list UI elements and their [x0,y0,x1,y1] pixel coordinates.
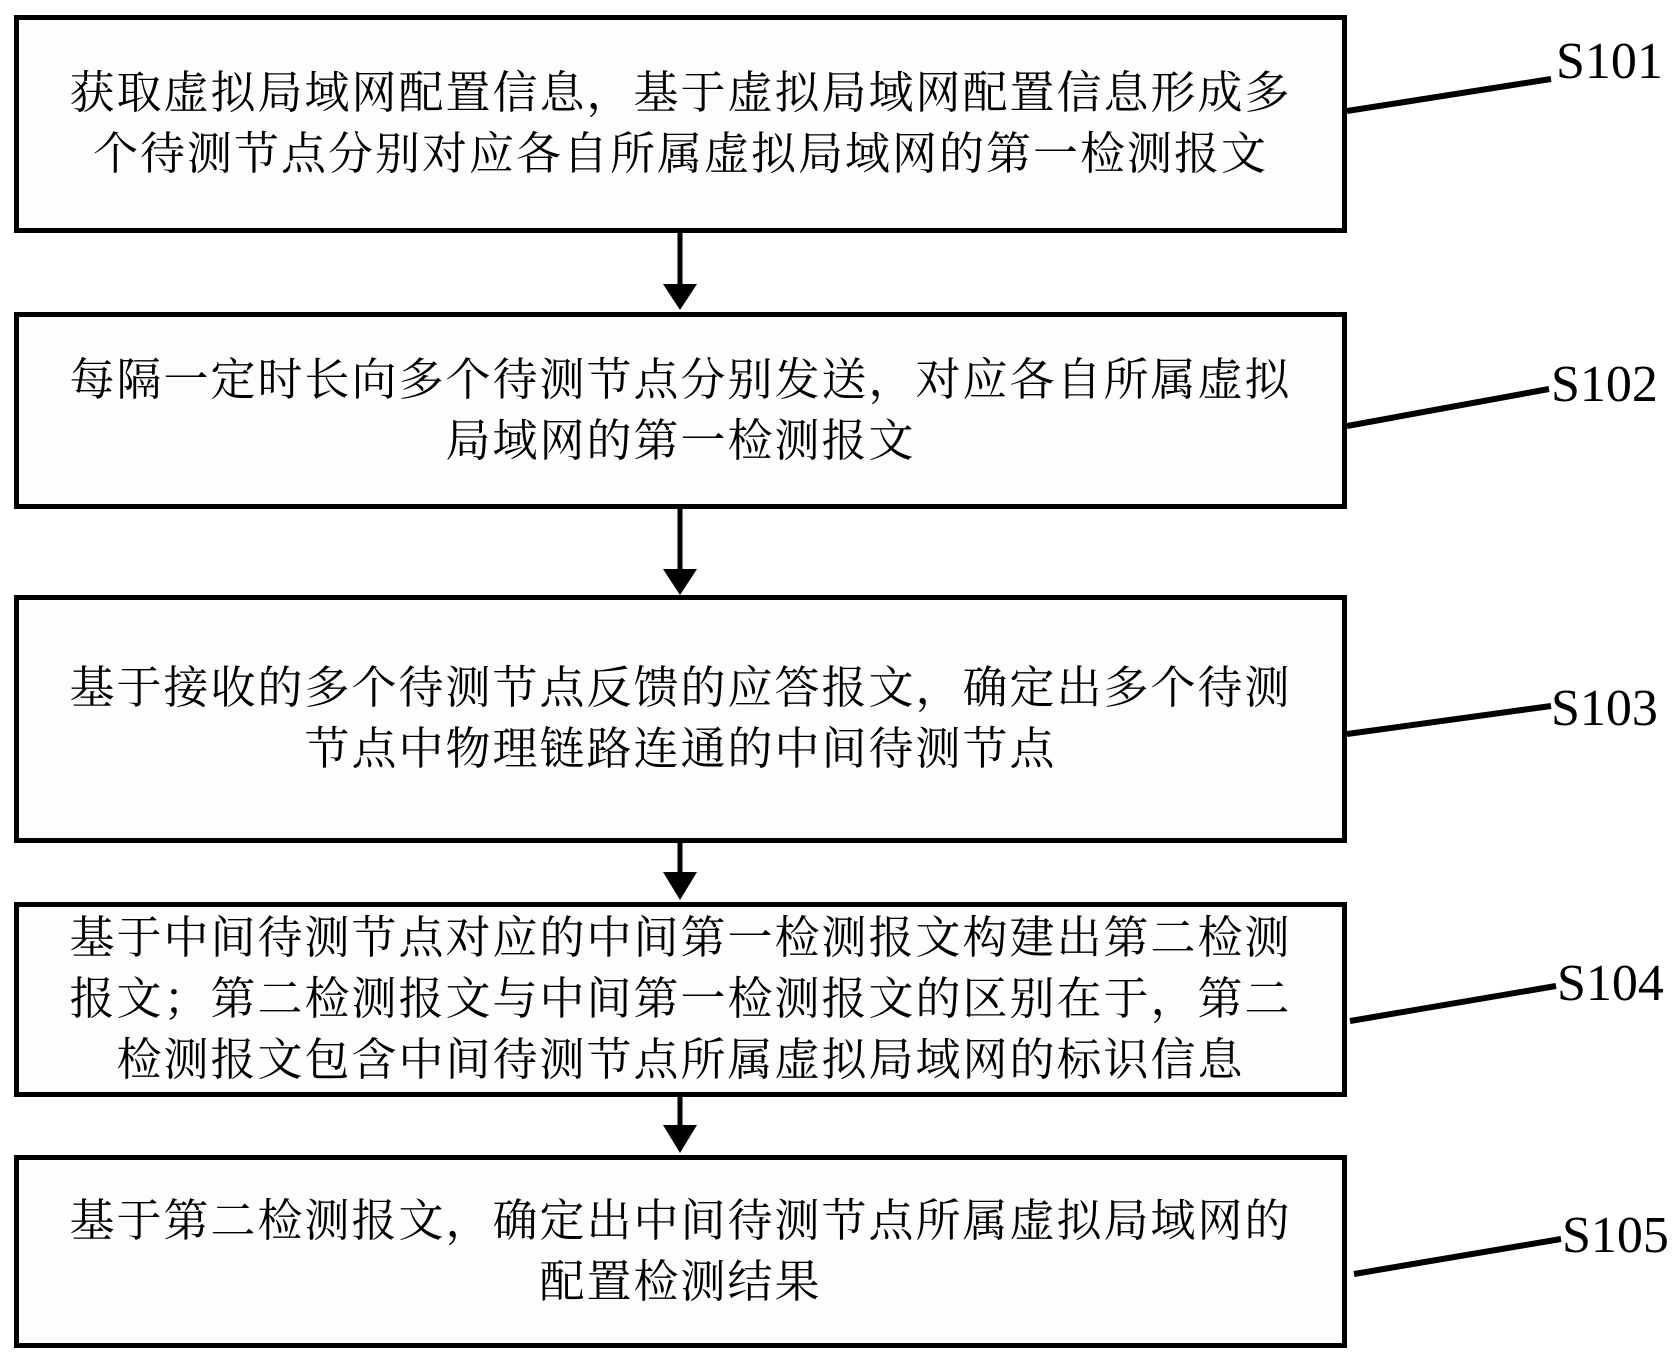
step-text-line: 获取虚拟局域网配置信息，基于虚拟局域网配置信息形成多 [69,68,1292,118]
step-text-line: 检测报文包含中间待测节点所属虚拟局域网的标识信息 [116,1035,1245,1085]
step-text-line: 节点中物理链路连通的中间待测节点 [304,724,1057,774]
down-arrow-4 [663,1097,697,1153]
step-text-line: 每隔一定时长向多个待测节点分别发送，对应各自所属虚拟 [69,354,1292,405]
step-box-s103 [14,595,1347,843]
step-box-s102 [14,312,1347,509]
step-text-line: 报文；第二检测报文与中间第一检测报文的区别在于，第二 [69,974,1292,1024]
down-arrow-1 [663,233,697,310]
step-text-line: 局域网的第一检测报文 [445,415,916,466]
step-label-s104: S104 [1557,955,1664,1012]
step-label-s101: S101 [1556,33,1663,90]
step-box-s101 [14,15,1347,233]
step-box-s105 [14,1155,1347,1348]
step-label-s103: S103 [1551,680,1658,737]
leader-line-s104 [1350,986,1556,1021]
step-text-line: 配置检测结果 [539,1256,822,1307]
step-text-line: 基于第二检测报文，确定出中间待测节点所属虚拟局域网的 [69,1195,1292,1246]
step-text-line: 个待测节点分别对应各自所属虚拟局域网的第一检测报文 [92,129,1268,179]
leader-line-s102 [1347,389,1549,426]
step-text-line: 基于中间待测节点对应的中间第一检测报文构建出第二检测 [69,913,1292,963]
leader-line-s105 [1354,1239,1561,1274]
step-text-line: 基于接收的多个待测节点反馈的应答报文，确定出多个待测 [69,663,1292,713]
step-label-s102: S102 [1551,356,1658,413]
step-label-s105: S105 [1562,1207,1669,1264]
down-arrow-3 [663,843,697,900]
leader-line-s103 [1347,706,1551,734]
leader-line-s101 [1347,79,1551,111]
down-arrow-2 [663,509,697,595]
step-box-s104 [14,902,1347,1097]
